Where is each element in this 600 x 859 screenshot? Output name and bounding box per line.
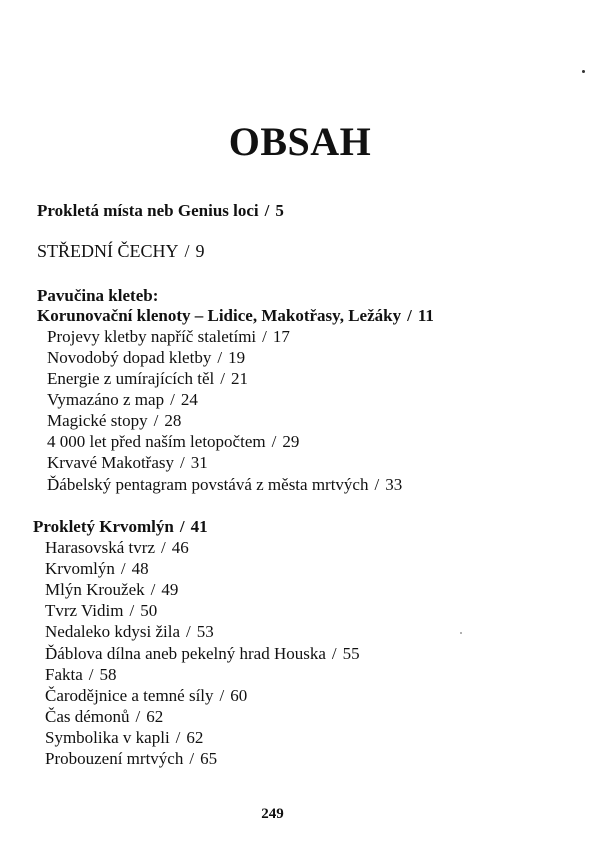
toc-separator: /	[217, 348, 223, 367]
toc-separator: /	[262, 327, 267, 346]
toc-entry-page: 58	[99, 665, 117, 684]
toc-subentry	[45, 580, 178, 600]
toc-entry-label: Čarodějnice a temné síly	[45, 686, 214, 705]
toc-entry-page: 41	[190, 517, 208, 536]
toc-entry-page: 46	[171, 538, 189, 557]
toc-entry-page: 5	[275, 201, 284, 220]
scan-speck	[460, 632, 462, 634]
toc-entry-page: 9	[195, 241, 205, 261]
toc-separator: /	[150, 580, 156, 599]
page-number: 249	[261, 806, 284, 822]
toc-entry-page: 50	[140, 601, 158, 620]
toc-entry-label: Energie z umírajících těl	[47, 369, 215, 388]
toc-subentry	[45, 644, 360, 664]
toc-subentry	[47, 369, 248, 389]
toc-separator: /	[220, 369, 225, 388]
toc-entry-genius-loci	[37, 201, 284, 221]
toc-subentry	[47, 432, 299, 452]
toc-subentry	[45, 538, 189, 558]
toc-entry-label: Mlýn Kroužek	[45, 580, 145, 599]
toc-entry-label: Krvomlýn	[45, 559, 115, 578]
toc-entry-label: Harasovská tvrz	[45, 538, 155, 557]
toc-separator: /	[219, 686, 225, 705]
toc-entry-page: 33	[385, 475, 403, 494]
toc-subentry	[47, 348, 245, 368]
toc-entry-label: Novodobý dopad kletby	[47, 348, 212, 367]
toc-entry-label: Ďábelský pentagram povstává z města mrtvých	[47, 475, 369, 494]
toc-separator: /	[170, 390, 175, 409]
toc-entry-page: 55	[342, 644, 360, 663]
toc-separator: /	[186, 622, 191, 641]
toc-subentry	[47, 411, 181, 431]
toc-entry-label: Vymazáno z map	[47, 390, 165, 409]
toc-entry-stredni-cechy	[37, 241, 205, 261]
toc-entry-label: Nedaleko kdysi žila	[45, 622, 181, 641]
toc-subentry	[45, 707, 163, 727]
toc-entry-label: Prokletý Krvomlýn	[33, 517, 174, 536]
toc-entry-page: 60	[230, 686, 248, 705]
toc-heading-pavucina: Pavučina kleteb:	[37, 286, 159, 305]
toc-separator: /	[161, 538, 166, 557]
page-title: OBSAH	[228, 119, 372, 164]
toc-entry-label: STŘEDNÍ ČECHY	[37, 241, 179, 261]
toc-separator: /	[179, 517, 185, 536]
toc-entry-label: Korunovační klenoty – Lidice, Makotřasy, Ležáky	[37, 306, 402, 325]
toc-subentry	[45, 749, 217, 769]
toc-separator: /	[88, 665, 94, 684]
toc-subentry	[45, 559, 149, 579]
toc-entry-page: 19	[228, 348, 246, 367]
scan-speck	[582, 70, 585, 73]
toc-separator: /	[175, 728, 181, 747]
toc-entry-label: 4 000 let před naším letopočtem	[47, 432, 266, 451]
toc-entry-page: 28	[164, 411, 182, 430]
toc-separator: /	[135, 707, 141, 726]
toc-entry-page: 62	[186, 728, 204, 747]
toc-entry-page: 21	[231, 369, 248, 388]
toc-subentry	[45, 686, 247, 706]
toc-separator: /	[120, 559, 126, 578]
toc-subentry	[47, 390, 198, 410]
toc-entry-label: Tvrz Vidim	[45, 601, 124, 620]
toc-entry-page: 53	[196, 622, 214, 641]
toc-entry-page: 29	[282, 432, 300, 451]
toc-entry-korunovacni-klenoty	[37, 306, 434, 326]
toc-separator: /	[264, 201, 270, 220]
toc-entry-label: Krvavé Makotřasy	[47, 453, 174, 472]
toc-separator: /	[407, 306, 412, 325]
toc-entry-page: 11	[417, 306, 434, 325]
toc-entry-label: Probouzení mrtvých	[45, 749, 184, 768]
toc-entry-label: Čas démonů	[45, 707, 130, 726]
toc-subentry	[45, 728, 203, 748]
toc-entry-page: 48	[131, 559, 149, 578]
toc-entry-page: 65	[200, 749, 218, 768]
toc-entry-page: 62	[146, 707, 164, 726]
toc-entry-page: 31	[190, 453, 208, 472]
toc-subentry	[45, 622, 214, 642]
toc-entry-page: 49	[161, 580, 179, 599]
toc-entry-page: 17	[272, 327, 290, 346]
toc-separator: /	[153, 411, 159, 430]
toc-separator: /	[374, 475, 380, 494]
toc-entry-label: Prokletá místa neb Genius loci	[37, 201, 259, 220]
toc-separator: /	[331, 644, 337, 663]
toc-separator: /	[189, 749, 195, 768]
toc-entry-label: Projevy kletby napříč staletími	[47, 327, 257, 346]
toc-separator: /	[129, 601, 135, 620]
toc-entry-label: Ďáblova dílna aneb pekelný hrad Houska	[45, 644, 326, 663]
toc-entry-label: Symbolika v kapli	[45, 728, 170, 747]
toc-subentry	[47, 453, 208, 473]
toc-entry-label: Magické stopy	[47, 411, 148, 430]
toc-subentry	[47, 327, 290, 347]
toc-separator: /	[271, 432, 277, 451]
toc-subentry	[45, 665, 117, 685]
toc-entry-label: Fakta	[45, 665, 83, 684]
toc-entry-page: 24	[180, 390, 198, 409]
toc-separator: /	[180, 453, 185, 472]
toc-entry-prokletý-krvomlyn	[33, 517, 208, 537]
toc-subentry	[45, 601, 157, 621]
toc-subentry	[47, 475, 402, 495]
toc-separator: /	[184, 241, 190, 261]
